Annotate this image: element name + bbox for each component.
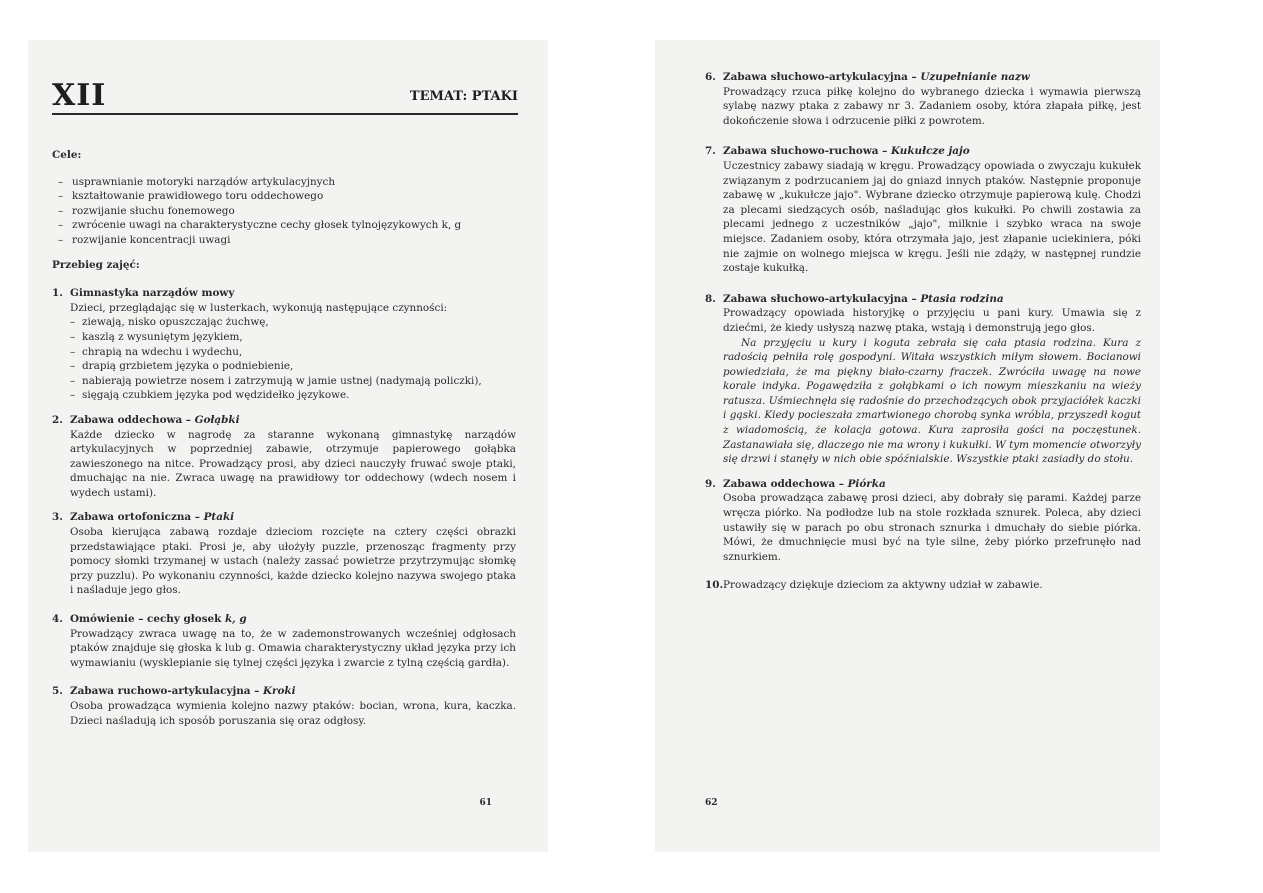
section-body: Prowadzący rzuca piłkę kolejno do wybranego dziecka i wymawia pierwszą sylabę nazwy ptaka z zabawy nr 3. Zadaniem osoby, która złapała piłkę, jest dokończenie słowa i odrzucenie piłki z powrotem.: [723, 85, 1141, 127]
section-3: [52, 510, 516, 598]
section-title-emphasis: Piórka: [847, 477, 886, 490]
section-heading: [52, 510, 516, 525]
section-title-emphasis: Kukułcze jajo: [890, 145, 970, 158]
section-title: Zabawa słuchowo-artykulacyjna –: [723, 292, 921, 305]
section-number: 4.: [52, 613, 63, 626]
section-body: Osoba kierująca zabawą rozdaje dzieciom rozcięte na cztery części obrazki przedstawiające ptaki. Prosi je, aby ułożyły puzzle, przenosząc fragmenty przy pomocy słomki trzymanej w ustach (należy zassać powietrze przytrzymując słomkę przy puzzlu). Po wykonaniu czynności, każde dziecko kolejno nazywa swojego ptaka i naśladuje jego głos.: [70, 526, 516, 597]
section-title-emphasis: Gołąbki: [194, 413, 240, 426]
course-heading: Przebieg zajęć:: [52, 258, 140, 271]
page-number: 61: [479, 798, 492, 808]
section-8: [705, 292, 1141, 467]
activity-item: – nabierają powietrze nosem i zatrzymują w jamie ustnej (nadymają policzki),: [70, 374, 516, 389]
section-body: Dzieci, przeglądając się w lusterkach, wykonują następujące czynności:: [70, 301, 448, 314]
section-title: Gimnastyka narządów mowy: [70, 287, 235, 300]
section-title: Zabawa oddechowa –: [723, 477, 848, 490]
section-heading: [705, 70, 1141, 85]
section-title: Zabawa słuchowo-artykulacyjna –: [723, 71, 921, 83]
section-heading: [52, 413, 516, 428]
section-body: Prowadzący dziękuje dzieciom za aktywny udział w zabawie.: [723, 579, 1043, 592]
activity-item: – chrapią na wdechu i wydechu,: [70, 345, 516, 360]
goals-heading: Cele:: [52, 149, 82, 161]
section-1: [52, 286, 516, 403]
section-body: Osoba prowadząca zabawę prosi dzieci, aby dobrały się parami. Każdej parze wręcza piórko. Na podłodze lub na stole rozkłada sznurek. Poleca, aby dzieci ustawiły się w parach po obu stronach sznurka i dmuchały do siebie piórka. Mówi, że dmuchnięcie musi być na tyle silne, żeby piórko przefrunęło nad sznurkiem.: [723, 492, 1141, 563]
section-number: 2.: [52, 413, 63, 426]
left-column: [52, 148, 516, 738]
section-title-emphasis: Ptasia rodzina: [920, 292, 1004, 305]
page-number: 62: [705, 798, 718, 808]
section-number: 3.: [52, 511, 63, 524]
section-title: Zabawa słuchowo-ruchowa –: [723, 145, 891, 158]
section-title-emphasis: k, g: [224, 613, 247, 626]
left-page: [28, 40, 548, 852]
goal-item: – zwrócenie uwagi na charakterystyczne cechy głosek tylnojęzykowych k, g: [58, 218, 516, 233]
section-heading: [705, 144, 1141, 159]
section-title-emphasis: Uzupełnianie nazw: [920, 71, 1030, 83]
right-page: [655, 40, 1160, 852]
goals-list: [52, 175, 516, 248]
section-heading: [705, 578, 1141, 593]
section-title-emphasis: Ptaki: [203, 511, 235, 524]
section-title: Zabawa ruchowo-artykulacyjna –: [70, 685, 263, 698]
activity-item: – ziewają, nisko opuszczając żuchwę,: [70, 315, 516, 330]
section-9: [705, 477, 1141, 565]
section-title: Zabawa ortofoniczna –: [70, 511, 204, 524]
section-number: 10.: [705, 579, 724, 592]
section-4: [52, 612, 516, 670]
section-title-emphasis: Kroki: [262, 685, 296, 698]
section-title: Omówienie – cechy głosek: [70, 613, 225, 626]
right-column: [705, 70, 1141, 603]
section-number: 7.: [705, 145, 716, 158]
story-text: Na przyjęciu u kury i koguta zebrała się cała ptasia rodzina. Kura z radością pełniła rolę gospodyni. Witała wszystkich miłym słowem. Bocianowi powiedziała, że ma piękny biało-czarny fraczek. Zwróciła uwagę na nowe korale indyka. Pogawędziła z gołąbkami o ich nowym mieszkaniu na wieży ratusza. Uśmiechnęła się radośnie do przechodzących obok przyjaciółek kaczki i gąski. Kiedy pocieszała zmartwionego chorobą synka wróbla, przyszedł kogut z wiadomością, że kolacja gotowa. Kura zaprosiła gości na poczęstunek. Zastanawiała się, dlaczego nie ma wrony i kukułki. W tym momencie otworzyły się drzwi i stanęły w nich obie spóźnialskie. Wszystkie ptaki zasiadły do stołu.: [723, 336, 1141, 466]
section-heading: [52, 286, 516, 301]
section-7: [705, 144, 1141, 275]
goal-item: – rozwijanie słuchu fonemowego: [58, 204, 516, 219]
section-6: [705, 70, 1141, 128]
section-heading: [705, 292, 1141, 307]
section-body: Osoba prowadząca wymienia kolejno nazwy ptaków: bocian, wrona, kura, kaczka. Dzieci naśladują ich sposób poruszania się oraz odgłosy.: [70, 700, 516, 727]
section-heading: [52, 612, 516, 627]
section-2: [52, 413, 516, 501]
activity-list: [52, 315, 516, 403]
section-number: 6.: [705, 71, 716, 83]
chapter-number: XII: [52, 78, 107, 113]
section-number: 8.: [705, 292, 716, 305]
section-title: Zabawa oddechowa –: [70, 413, 195, 426]
topic-title: TEMAT: PTAKI: [409, 89, 518, 104]
section-10: [705, 578, 1141, 593]
goal-item: – usprawnianie motoryki narządów artykulacyjnych: [58, 175, 516, 190]
goal-item: – rozwijanie koncentracji uwagi: [58, 233, 516, 248]
section-number: 9.: [705, 477, 716, 490]
activity-item: – kaszlą z wysuniętym językiem,: [70, 330, 516, 345]
section-body: Prowadzący opowiada historyjkę o przyjęciu u pani kury. Umawia się z dziećmi, że kiedy usłyszą nazwę ptaka, wstają i demonstrują jego głos.: [723, 307, 1141, 334]
section-body: Prowadzący zwraca uwagę na to, że w zademonstrowanych wcześniej odgłosach ptaków znajduje się głoska k lub g. Omawia charakterystyczny układ języka przy ich wymawianiu (wysklepianie się tylnej części języka i zwarcie z tylną częścią gardła).: [70, 627, 516, 669]
goal-item: – kształtowanie prawidłowego toru oddechowego: [58, 189, 516, 204]
section-number: 5.: [52, 685, 63, 698]
section-heading: [705, 477, 1141, 492]
section-number: 1.: [52, 287, 63, 300]
section-body: Każde dziecko w nagrodę za staranne wykonaną gimnastykę narządów artykulacyjnych w poprzedniej zabawie, otrzymuje papierowego gołąbka zawieszonego na nitce. Prowadzący prosi, aby dzieci nauczyły fruwać swoje ptaki, dmuchając na nie. Zwraca uwagę na prawidłowy tor oddechowy (wdech nosem i wydech ustami).: [70, 428, 516, 499]
activity-item: – sięgają czubkiem języka pod wędzidełko językowe.: [70, 388, 516, 403]
chapter-rule: [52, 113, 518, 115]
section-body: Uczestnicy zabawy siadają w kręgu. Prowadzący opowiada o zwyczaju kukułek związanym z podrzucaniem jaj do gniazd innych ptaków. Następnie proponuje zabawę w „kukułcze jajo". Wybrane dziecko otrzymuje papierową kulę. Chodzi za plecami siedzących osób, naśladując głos kukułki. Po chwili zostawia za plecami jednego z uczestników „jajo", milknie i szybko wraca na swoje miejsce. Zadaniem osoby, która otrzymała jajo, jest złapanie uciekiniera, póki nie zajmie on wolnego miejsca w kręgu. Jeśli nie zdąży, w następnej rundzie zostaje kukułką.: [723, 159, 1141, 275]
activity-item: – drapią grzbietem języka o podniebienie,: [70, 359, 516, 374]
section-5: [52, 684, 516, 728]
section-heading: [52, 684, 516, 699]
